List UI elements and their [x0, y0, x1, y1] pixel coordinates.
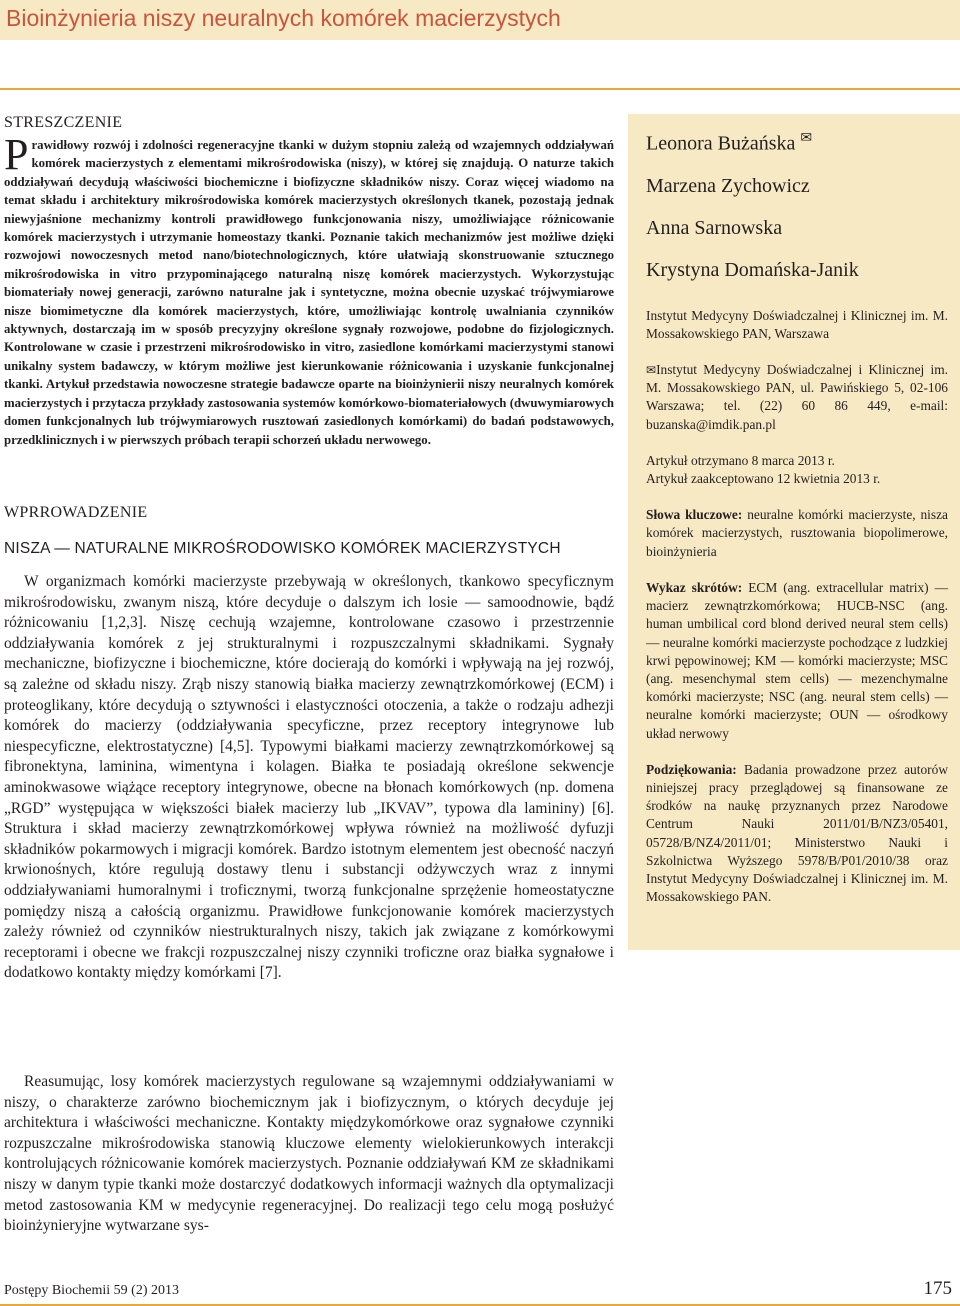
abstract-heading: STRESZCZENIE	[4, 114, 123, 131]
acknowledgements-label: Podziękowania:	[646, 761, 737, 777]
page-number: 175	[923, 1278, 952, 1299]
accepted-date: Artykuł zaakceptowano 12 kwietnia 2013 r.	[646, 471, 881, 487]
author-4: Krystyna Domańska-Janik	[646, 258, 859, 281]
abbreviations-label: Wykaz skrótów:	[646, 579, 743, 595]
author-1	[646, 126, 948, 157]
author-2: Marzena Zychowicz	[646, 174, 810, 197]
title-band	[0, 0, 960, 40]
dates	[646, 452, 948, 488]
intro-subheading: NISZA — NATURALNE MIKROŚRODOWISKO KOMÓREK MACIERZYSTYCH	[4, 540, 561, 557]
keywords-text: neuralne komórki macierzyste, nisza komórek macierzystych, rusztowania biopolimerowe, bioinżynieria	[646, 507, 948, 559]
abbreviations-text: ECM (ang. extracellular matrix) — macierz zewnątrzkomórkowa; HUCB-NSC (ang. human umbilical cord blond derived neural stem cells) — neuralne komórki macierzyste pochodzące z ludzkiej krwi pępowinowej; KM — komórki macierzyste; MSC (ang. mesenchymal stem cells) — mezenchymalne komórki macierzyste; NSC (ang. neural stem cells) — neuralne komórki macierzyste; OUN — ośrodkowy układ nerwowy	[646, 579, 948, 741]
intro-heading: WPRROWADZENIE	[4, 504, 148, 521]
author-1-name: Leonora Bużańska	[646, 132, 796, 155]
envelope-icon: ✉	[646, 363, 657, 378]
author-sidebar	[628, 114, 960, 950]
author-3: Anna Sarnowska	[646, 216, 783, 239]
acknowledgements-text: Badania prowadzone przez autorów niniejszej pracy przeglądowej są finansowane ze środków na naukę przyznanych przez Narodowe Centrum Nauki 2011/01/B/NZ3/05401, 05728/B/NZ4/2011/01; Ministerstwo Nauki i Szkolnictwa Wyższego 5978/B/P01/2010/38 oraz Instytut Medycyny Doświadczalnej i Klinicznej im. M. Mossakowskiego PAN.	[646, 761, 948, 905]
correspondence	[646, 361, 948, 434]
envelope-icon: ✉	[800, 131, 813, 146]
acknowledgements	[646, 761, 948, 907]
abstract-body: rawidłowy rozwój i zdolności regeneracyjne tkanki w dużym stopniu zależą od wzajemnych oddziaływań komórek macierzystych z elementami mikrośrodowiska (niszy), w której się znajdują. O naturze takich oddziaływań decydują właściwości biochemiczne i biofizyczne składników niszy. Coraz więcej wiadomo na temat składu i architektury mikrośrodowiska komórek macierzystych określonych tkanek, pozostają jednak niewyjaśnione mechanizmy kontroli prawidłowego funkcjonowania niszy, umożliwiające różnicowanie komórek macierzystych i utrzymanie homeostazy tkanki. Poznanie takich mechanizmów jest możliwe dzięki rozwojowi nowoczesnych metod nano/biotechnologicznych, które ułatwiają skonstruowanie sztucznego mikrośrodowiska in vitro przypominającego naturalną niszę komórek macierzystych. Wykorzystując biomateriały nowej generacji, zarówno naturalne jak i syntetyczne, można obecnie uzyskać trójwymiarowe nisze biomimetyczne dla komórek macierzystych, które, umożliwiając kontrolę uwalniania czynników aktywnych, dostarczają im w sposób precyzyjny określone sygnały rozwojowe, podobne do fizjologicznych. Kontrolowane w czasie i przestrzeni mikrośrodowisko in vitro, zasiedlone komórkami macierzystymi stanowi unikalny system badawczy, w którym możliwe jest kierunkowanie różnicowania i uzyskanie funkcjonalnej tkanki. Artykuł przedstawia nowoczesne strategie badawcze oparte na bioinżynierii niszy neuralnych komórek macierzystych i przytacza przykłady zastosowania systemów komórkowo-biomateriałowych (dwuwymiarowych domen funkcjonalnych lub trójwymiarowych rusztowań zasiedlonych komórkami) do badań podstawowych, przedklinicznych i w pierwszych próbach terapii schorzeń układu nerwowego.	[4, 138, 614, 447]
abstract-text	[4, 130, 614, 449]
correspondence-text: Instytut Medycyny Doświadczalnej i Klinicznej im. M. Mossakowskiego PAN, ul. Pawińskiego 5, 02-106 Warszawa; tel. (22) 60 86 449, e-mail: buzanska@imdik.pan.pl	[646, 362, 948, 432]
top-rule	[0, 88, 960, 90]
keywords	[646, 506, 948, 561]
affiliation: Instytut Medycyny Doświadczalnej i Klinicznej im. M. Mossakowskiego PAN, Warszawa	[646, 307, 948, 341]
abbreviations	[646, 579, 948, 743]
article-title: Bioinżynieria niszy neuralnych komórek macierzystych	[6, 5, 561, 31]
received-date: Artykuł otrzymano 8 marca 2013 r.	[646, 452, 835, 468]
abstract-dropcap: P	[4, 130, 29, 179]
journal-footer: Postępy Biochemii 59 (2) 2013	[4, 1283, 179, 1298]
intro-paragraph-2: Reasumując, losy komórek macierzystych regulowane są wzajemnymi oddziaływaniami w niszy, o charakterze zarówno biochemicznym jak i biofizycznym, o których decyduje jej architektura i właściwości mechaniczne. Kontakty międzykomórkowe oraz sygnałowe czynniki rozpuszczalne mikrośrodowiska stanowią kluczowe elementy wielokierunkowych interakcji kontrolujących różnicowanie komórek macierzystych. Poznanie oddziaływań KM ze składnikami niszy w danym typie tkanki może dostarczyć dodatkowych informacji ważnych dla optymalizacji metod zastosowania KM w medycynie regeneracyjnej. Do realizacji tego celu mogą posłużyć bioinżynieryjne wytwarzane sys-	[4, 1073, 614, 1235]
keywords-label: Słowa kluczowe:	[646, 507, 743, 523]
intro-paragraph-1: W organizmach komórki macierzyste przebywają w określonych, tkankowo specyficznym mikrośrodowisku, zwanym niszą, które decyduje o dalszym ich losie — samoodnowie, bądź różnicowaniu [1,2,3]. Niszę cechują wzajemne, kontrolowane czasowo i przestrzennie oddziaływania komórek z jej strukturalnymi i rozpuszczalnymi składnikami. Sygnały mechaniczne, biofizyczne i biochemiczne, które docierają do komórki i wpływają na jej rozwój, są zależne od składu niszy. Zrąb niszy stanowią białka macierzy zewnątrzkomórkowej (ECM) i proteoglikany, które decydują o sztywności i elastyczności otoczenia, a także o rodzaju adhezji komórek do macierzy (oddziaływania specyficzne, przez receptory integrynowe lub niespecyficzne, elektrostatyczne) [4,5]. Typowymi białkami macierzy zewnątrzkomórkowej są fibronektyna, laminina, wimentyna i kolagen. Białka te posiadają określone sekwencje aminokwasowe wiążące receptory integrynowe, obecne na błonach komórkowych (np. domena „RGD” występująca w większości białek macierzy lub „IKVAV”, typowa dla lamininy) [6]. Struktura i skład macierzy zewnątrzkomórkowej wpływa również na możliwość dyfuzji składników pokarmowych i migracji komórek. Bardzo istotnym elementem jest obecność naczyń krwionośnych, które regulują dostawy tlenu i substancji odżywczych wraz z innymi oddziaływaniami humoralnymi i troficznymi, tworzą funkcjonalne sprzężenie homeostatyczne pomiędzy niszą a całością organizmu. Prawidłowe funkcjonowanie komórek macierzystych zależy również od czynników niestrukturalnych niszy, takich jak związane z komórkowymi receptorami i obecne we frakcji rozpuszczalnej niszy czynniki troficzne oraz białka sygnałowe i dodatkowo kontakty między komórkami [7].	[4, 573, 614, 982]
